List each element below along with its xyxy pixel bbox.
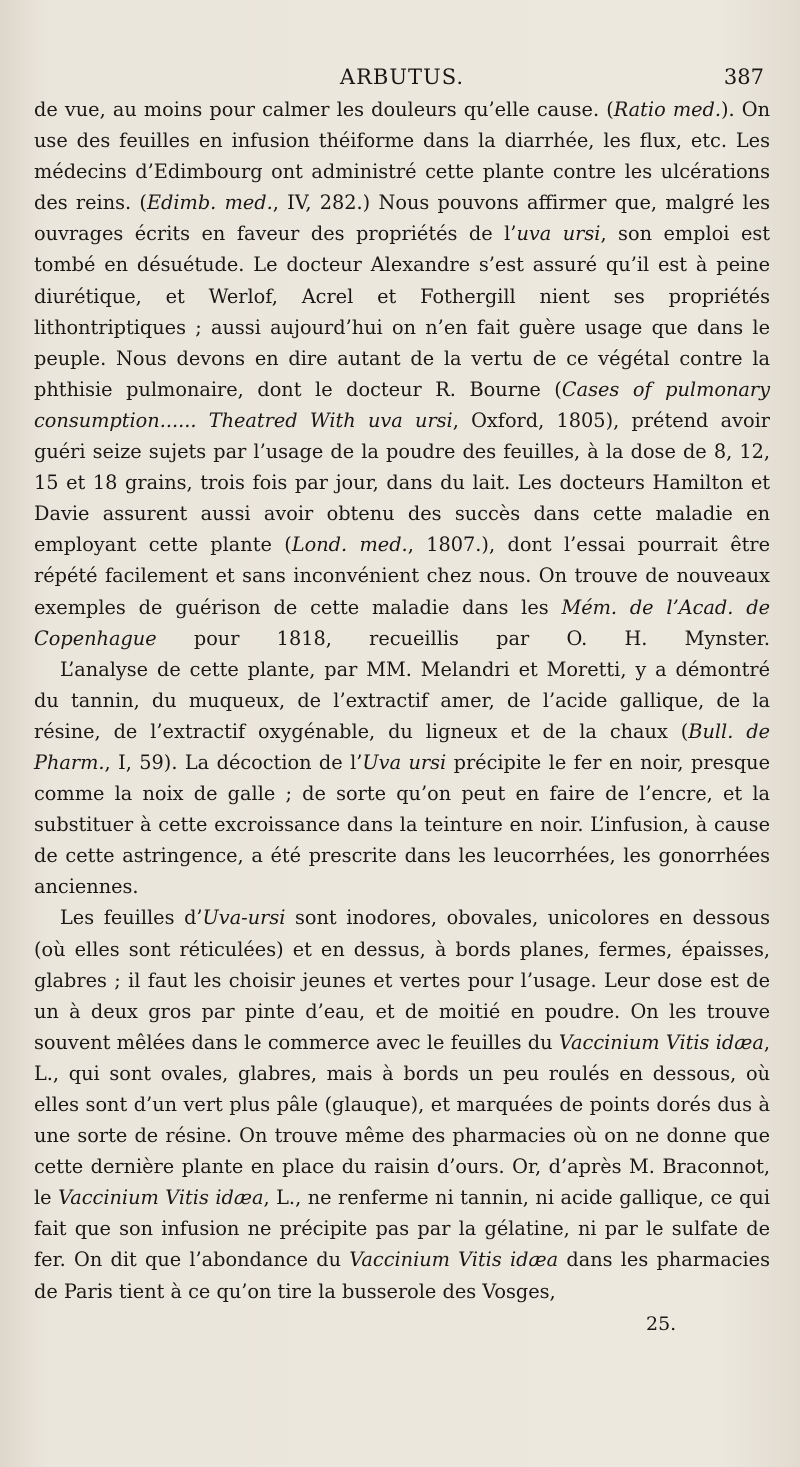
text-run: ). On use des feuilles en infusion théiforme dans la diarrhée, les flux, etc. Les médecins d’Edimbourg ont administré cette plante contre les ulcérations des reins. (	[34, 98, 770, 215]
text-run: Les feuilles d’	[60, 906, 203, 930]
italic-text-run: uva ursi	[516, 222, 601, 246]
text-run: , IV, 282.) Nous pouvons affirmer que, malgré les ouvrages écrits en faveur des propriétés de l’	[34, 191, 770, 246]
italic-text-run: Bull. de Pharm.	[34, 719, 771, 774]
text-run: précipite le fer en noir, presque comme la noix de galle ; de sorte qu’on peut en faire de l’encre, et la substituer à cette excroissance dans la teinture en noir. L’infusion, à cause de cette astringence, a été prescrite dans les leucorrhées, les gonorrhées anciennes.	[34, 750, 770, 899]
signature-mark: 25.	[646, 1312, 677, 1335]
text-run: , L., ne renferme ni tannin, ni acide gallique, ce qui fait que son infusion ne précipite pas par la gélatine, ni par le sulfate de fer. On dit que l’abondance du	[34, 1186, 771, 1272]
paragraph-3	[34, 902, 770, 1306]
italic-text-run: Vaccinium Vitis idæa	[58, 1186, 264, 1210]
italic-text-run: Cases of pulmonary consumption...... Theatred With uva ursi	[34, 377, 770, 432]
text-run: , 1807.), dont l’essai pourrait être répété facilement et sans inconvénient chez nous. On trouve de nouveaux exemples de guérison de cette maladie dans les	[34, 533, 770, 619]
italic-text-run: Edimb. med.	[146, 191, 273, 215]
text-run: L’analyse de cette plante, par MM. Melandri et Moretti, y a démontré du tannin, du muqueux, de l’extractif amer, de l’acide gallique, de la résine, de l’extractif oxygénable, du ligneux et de la chaux (	[34, 657, 770, 743]
text-run: , L., qui sont ovales, glabres, mais à bords un peu roulés en dessous, où elles sont d’un vert plus pâle (glauque), et marquées de points dorés dus à une sorte de résine. On trouve même des pharmacies où on ne donne que cette dernière plante en place du raisin d’ours. Or, d’après M. Braconnot, le	[34, 1030, 770, 1210]
italic-text-run: Lond. med.	[291, 533, 408, 557]
text-run: , son emploi est tombé en désuétude. Le docteur Alexandre s’est assuré qu’il est à peine diurétique, et Werlof, Acrel et Fothergill nient ses propriétés lithontriptiques ; aussi aujourd’hui on n’en fait guère usage que dans le peuple. Nous devons en dire autant de la vertu de ce végétal contre la phthisie pulmonaire, dont le docteur R. Bourne (	[34, 222, 771, 401]
italic-text-run: Uva ursi	[362, 750, 447, 774]
italic-text-run: Mém. de l’Acad. de Copenhague	[34, 595, 770, 650]
running-header	[34, 60, 770, 94]
italic-text-run: Vaccinium Vitis idæa	[558, 1030, 764, 1054]
text-run: pour 1818, recueillis par O. H. Mynster.	[156, 626, 770, 650]
italic-text-run: Uva-ursi	[202, 906, 286, 930]
body-text	[34, 94, 770, 1307]
paragraph-1	[34, 94, 770, 654]
text-run: sont inodores, obovales, unicolores en dessous (où elles sont réticulées) et en dessus, à bords planes, fermes, épaisses, glabres ; il faut les choisir jeunes et vertes pour l’usage. Leur dose est de un à deux gros par pinte d’eau, et de moitié en poudre. On les trouve souvent mêlées dans le commerce avec le feuilles du	[34, 906, 770, 1054]
italic-text-run: Ratio med.	[613, 98, 721, 121]
paragraph-2	[34, 654, 770, 903]
page-number: 387	[723, 65, 764, 89]
text-run: de vue, au moins pour calmer les douleurs qu’elle cause. (	[34, 98, 614, 121]
header-title: ARBUTUS.	[339, 65, 465, 89]
italic-text-run: Vaccinium Vitis idæa	[349, 1248, 559, 1272]
text-run: , Oxford, 1805), prétend avoir guéri seize sujets par l’usage de la poudre des feuilles, à la dose de 8, 12, 15 et 18 grains, trois fois par jour, dans du lait. Les docteurs Hamilton et Davie assurent aussi avoir obtenu des succès dans cette maladie en employant cette plante (	[34, 408, 770, 557]
text-run: , I, 59). La décoction de l’	[104, 750, 363, 774]
text-run: dans les pharmacies de Paris tient à ce qu’on tire la busserole des Vosges,	[34, 1248, 770, 1303]
